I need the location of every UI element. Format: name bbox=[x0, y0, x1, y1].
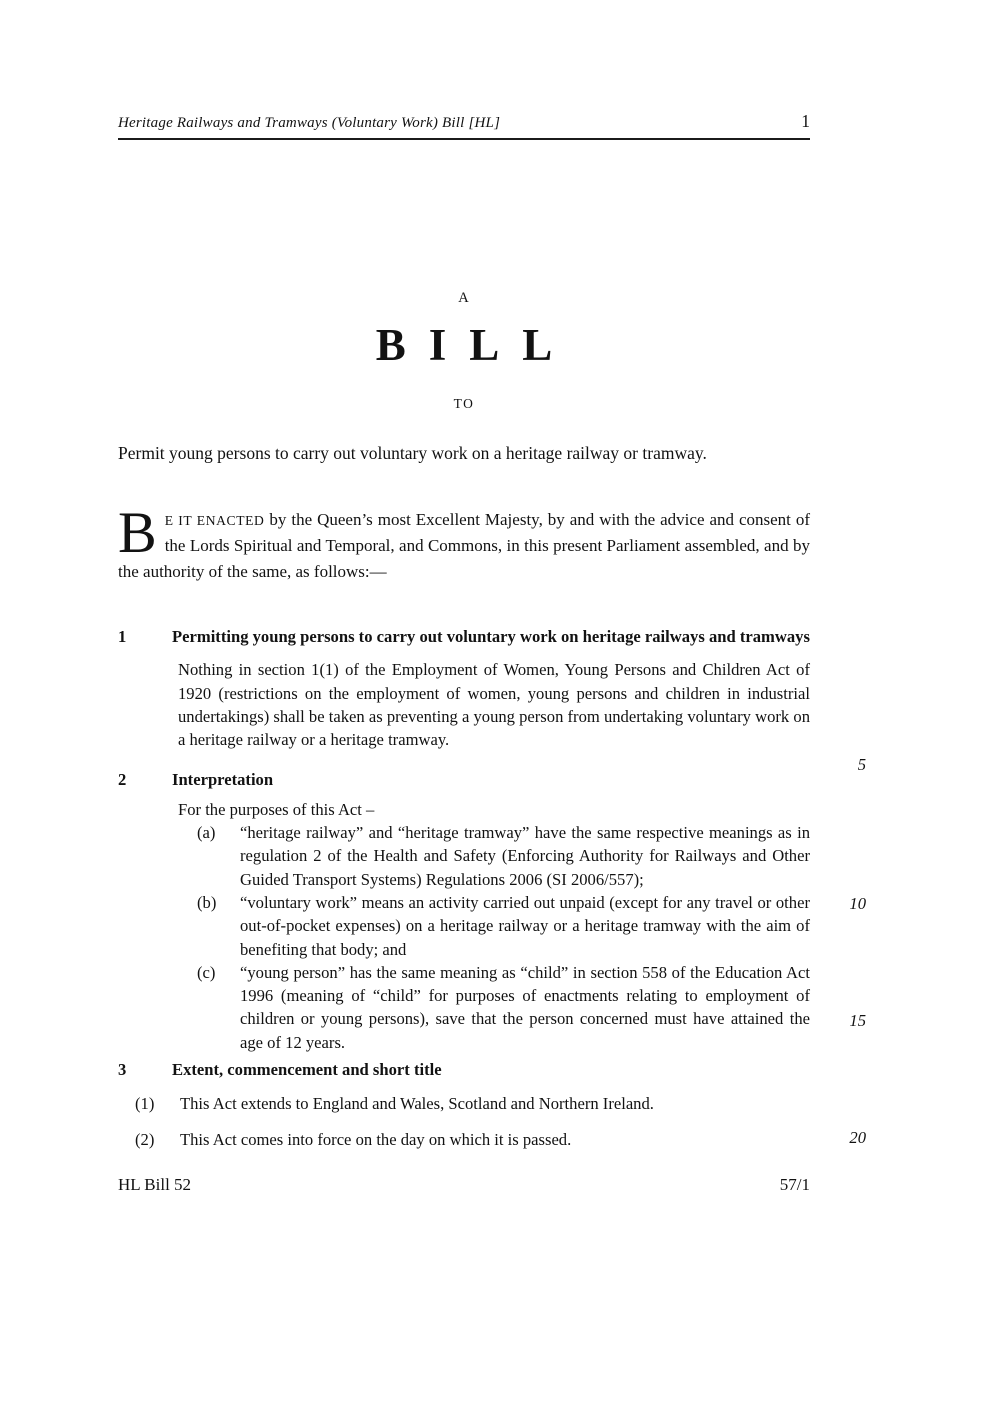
sections bbox=[118, 625, 810, 1151]
page-content bbox=[118, 113, 810, 1195]
line-number: 20 bbox=[849, 1128, 866, 1147]
footer-bill-number: HL Bill 52 bbox=[118, 1174, 192, 1194]
long-title: Permit young persons to carry out voluntary work on a heritage railway or tramway. bbox=[118, 443, 707, 463]
section-intro: For the purposes of this Act – bbox=[178, 799, 375, 819]
clause-text: “heritage railway” and “heritage tramway” have the same respective meanings as in regulation 2 of the Health and Safety (Enforcing Authority for Railways and Other Guided Transport Systems) Regulations 2006 (SI 2006/557); bbox=[240, 823, 810, 889]
line-number: 15 bbox=[849, 1011, 866, 1030]
subsection-label: (2) bbox=[135, 1129, 155, 1149]
line-number: 10 bbox=[849, 894, 866, 913]
enacting-clause bbox=[118, 499, 810, 585]
footer-session-number: 57/1 bbox=[779, 1174, 810, 1194]
header-page-number: 1 bbox=[801, 111, 810, 131]
section-body: Nothing in section 1(1) of the Employment of Women, Young Persons and Children Act of 1920 (restrictions on the employment of women, young persons and children in industrial undertakings) shall be taken as preventing a young person from undertaking voluntary work on a heritage railway or a heritage tramway. bbox=[178, 660, 810, 750]
section-heading: Extent, commencement and short title bbox=[172, 1060, 442, 1080]
enacting-smallcaps: E IT ENACTED bbox=[164, 512, 265, 528]
page-footer bbox=[118, 1175, 810, 1195]
clause-text: “young person” has the same meaning as “child” in section 558 of the Education Act 1996 (meaning of “child” for purposes of enactments relating to employment of children or young persons), save that the person concerned must have attained the age of 12 years. bbox=[240, 962, 810, 1052]
section-2 bbox=[118, 768, 810, 1054]
enacting-dropcap: B bbox=[118, 499, 157, 565]
section-1 bbox=[118, 625, 810, 751]
header-bill-title: Heritage Railways and Tramways (Voluntary Work) Bill [HL] bbox=[118, 115, 501, 131]
subsection-text: This Act extends to England and Wales, Scotland and Northern Ireland. bbox=[180, 1094, 654, 1114]
line-number-column bbox=[838, 0, 866, 1403]
clause-text: “voluntary work” means an activity carried out unpaid (except for any travel or other out-of-pocket expenses) on a heritage railway or a heritage tramway with the aim of benefiting that body; and bbox=[240, 892, 810, 959]
section-heading: Permitting young persons to carry out voluntary work on heritage railways and tramways bbox=[172, 627, 810, 646]
clause-items bbox=[172, 821, 810, 1054]
section-heading: Interpretation bbox=[172, 770, 274, 790]
clause-label: (a) bbox=[197, 823, 216, 843]
subsection-1 bbox=[135, 1092, 810, 1115]
page-header bbox=[118, 113, 810, 140]
section-number: 1 bbox=[118, 627, 127, 646]
subsection-label: (1) bbox=[135, 1094, 155, 1114]
section-3 bbox=[118, 1058, 810, 1151]
clause-label: (c) bbox=[197, 962, 216, 982]
clause-label: (b) bbox=[197, 892, 217, 912]
clause-item-b bbox=[197, 891, 810, 961]
subsection-text: This Act comes into force on the day on which it is passed. bbox=[180, 1129, 572, 1149]
section-number: 2 bbox=[118, 770, 127, 790]
section-number: 3 bbox=[118, 1060, 127, 1080]
subsection-2 bbox=[135, 1128, 810, 1151]
clause-item-a bbox=[197, 821, 810, 891]
line-number: 5 bbox=[857, 755, 866, 774]
bill-article-a: A bbox=[458, 290, 470, 306]
bill-word: BILL bbox=[375, 320, 576, 370]
enacting-text: by the Queen’s most Excellent Majesty, by and with the advice and consent of the Lords Spiritual and Temporal, and Commons, in this present Parliament assembled, and by the authority of the same, as follows:— bbox=[118, 509, 810, 581]
clause-item-c bbox=[197, 961, 810, 1054]
bill-to: TO bbox=[453, 396, 475, 411]
